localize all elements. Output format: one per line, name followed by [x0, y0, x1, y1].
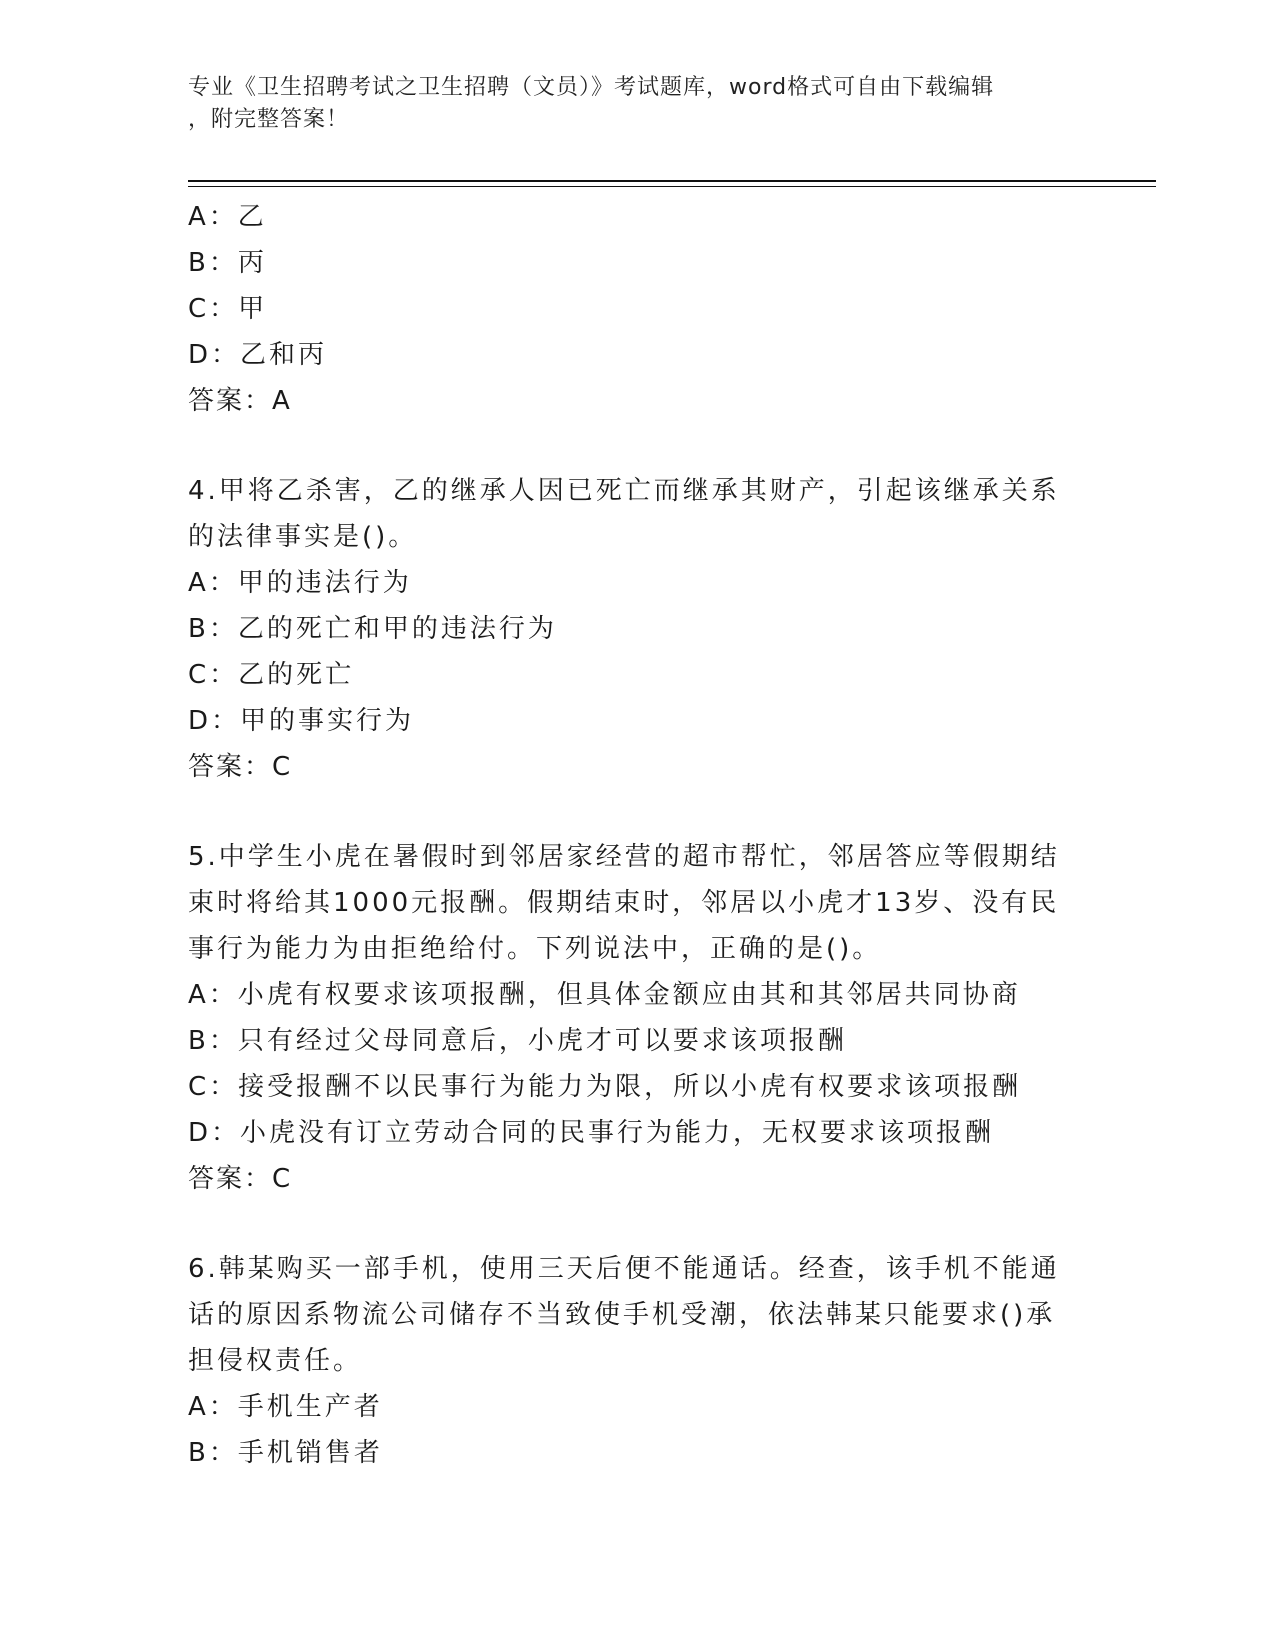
option-d: D：甲的事实行为 — [188, 706, 415, 736]
document-header — [188, 72, 1088, 136]
header-line-2: ，附完整答案！ — [188, 107, 350, 132]
question-stem-line: 事行为能力为由拒绝给付。下列说法中，正确的是()。 — [188, 934, 882, 964]
option-a: A：小虎有权要求该项报酬，但具体金额应由其和其邻居共同协商 — [188, 980, 1021, 1010]
answer: 答案：C — [188, 752, 293, 782]
header-line-1: 专业《卫生招聘考试之卫生招聘（文员）》考试题库，word格式可自由下载编辑 — [188, 75, 995, 100]
option-b: B：乙的死亡和甲的违法行为 — [188, 614, 557, 644]
option-b: B：丙 — [188, 248, 267, 278]
spacer — [188, 424, 1088, 468]
answer: 答案：C — [188, 1164, 293, 1194]
question-stem-line: 5.中学生小虎在暑假时到邻居家经营的超市帮忙，邻居答应等假期结 — [188, 842, 1060, 872]
header-divider — [188, 180, 1156, 187]
option-c: C：甲 — [188, 294, 268, 324]
question-list — [188, 194, 1088, 1476]
question-5 — [188, 834, 1088, 1202]
option-a: A：手机生产者 — [188, 1392, 383, 1422]
answer: 答案：A — [188, 386, 292, 416]
spacer — [188, 790, 1088, 834]
question-stem-line: 4.甲将乙杀害，乙的继承人因已死亡而继承其财产，引起该继承关系 — [188, 476, 1060, 506]
option-b: B：手机销售者 — [188, 1438, 383, 1468]
question-stem-line: 话的原因系物流公司储存不当致使手机受潮，依法韩某只能要求()承 — [188, 1300, 1056, 1330]
spacer — [188, 1202, 1088, 1246]
option-b: B：只有经过父母同意后，小虎才可以要求该项报酬 — [188, 1026, 847, 1056]
question-6 — [188, 1246, 1088, 1476]
question-3-options — [188, 194, 1088, 424]
question-stem-line: 6.韩某购买一部手机，使用三天后便不能通话。经查，该手机不能通 — [188, 1254, 1060, 1284]
option-d: D：乙和丙 — [188, 340, 328, 370]
question-4 — [188, 468, 1088, 790]
question-stem-line: 担侵权责任。 — [188, 1346, 363, 1376]
option-d: D：小虎没有订立劳动合同的民事行为能力，无权要求该项报酬 — [188, 1118, 995, 1148]
question-stem-line: 的法律事实是()。 — [188, 522, 418, 552]
option-c: C：接受报酬不以民事行为能力为限，所以小虎有权要求该项报酬 — [188, 1072, 1022, 1102]
question-stem-line: 束时将给其1000元报酬。假期结束时，邻居以小虎才13岁、没有民 — [188, 888, 1060, 918]
option-a: A：乙 — [188, 202, 267, 232]
option-a: A：甲的违法行为 — [188, 568, 412, 598]
option-c: C：乙的死亡 — [188, 660, 355, 690]
